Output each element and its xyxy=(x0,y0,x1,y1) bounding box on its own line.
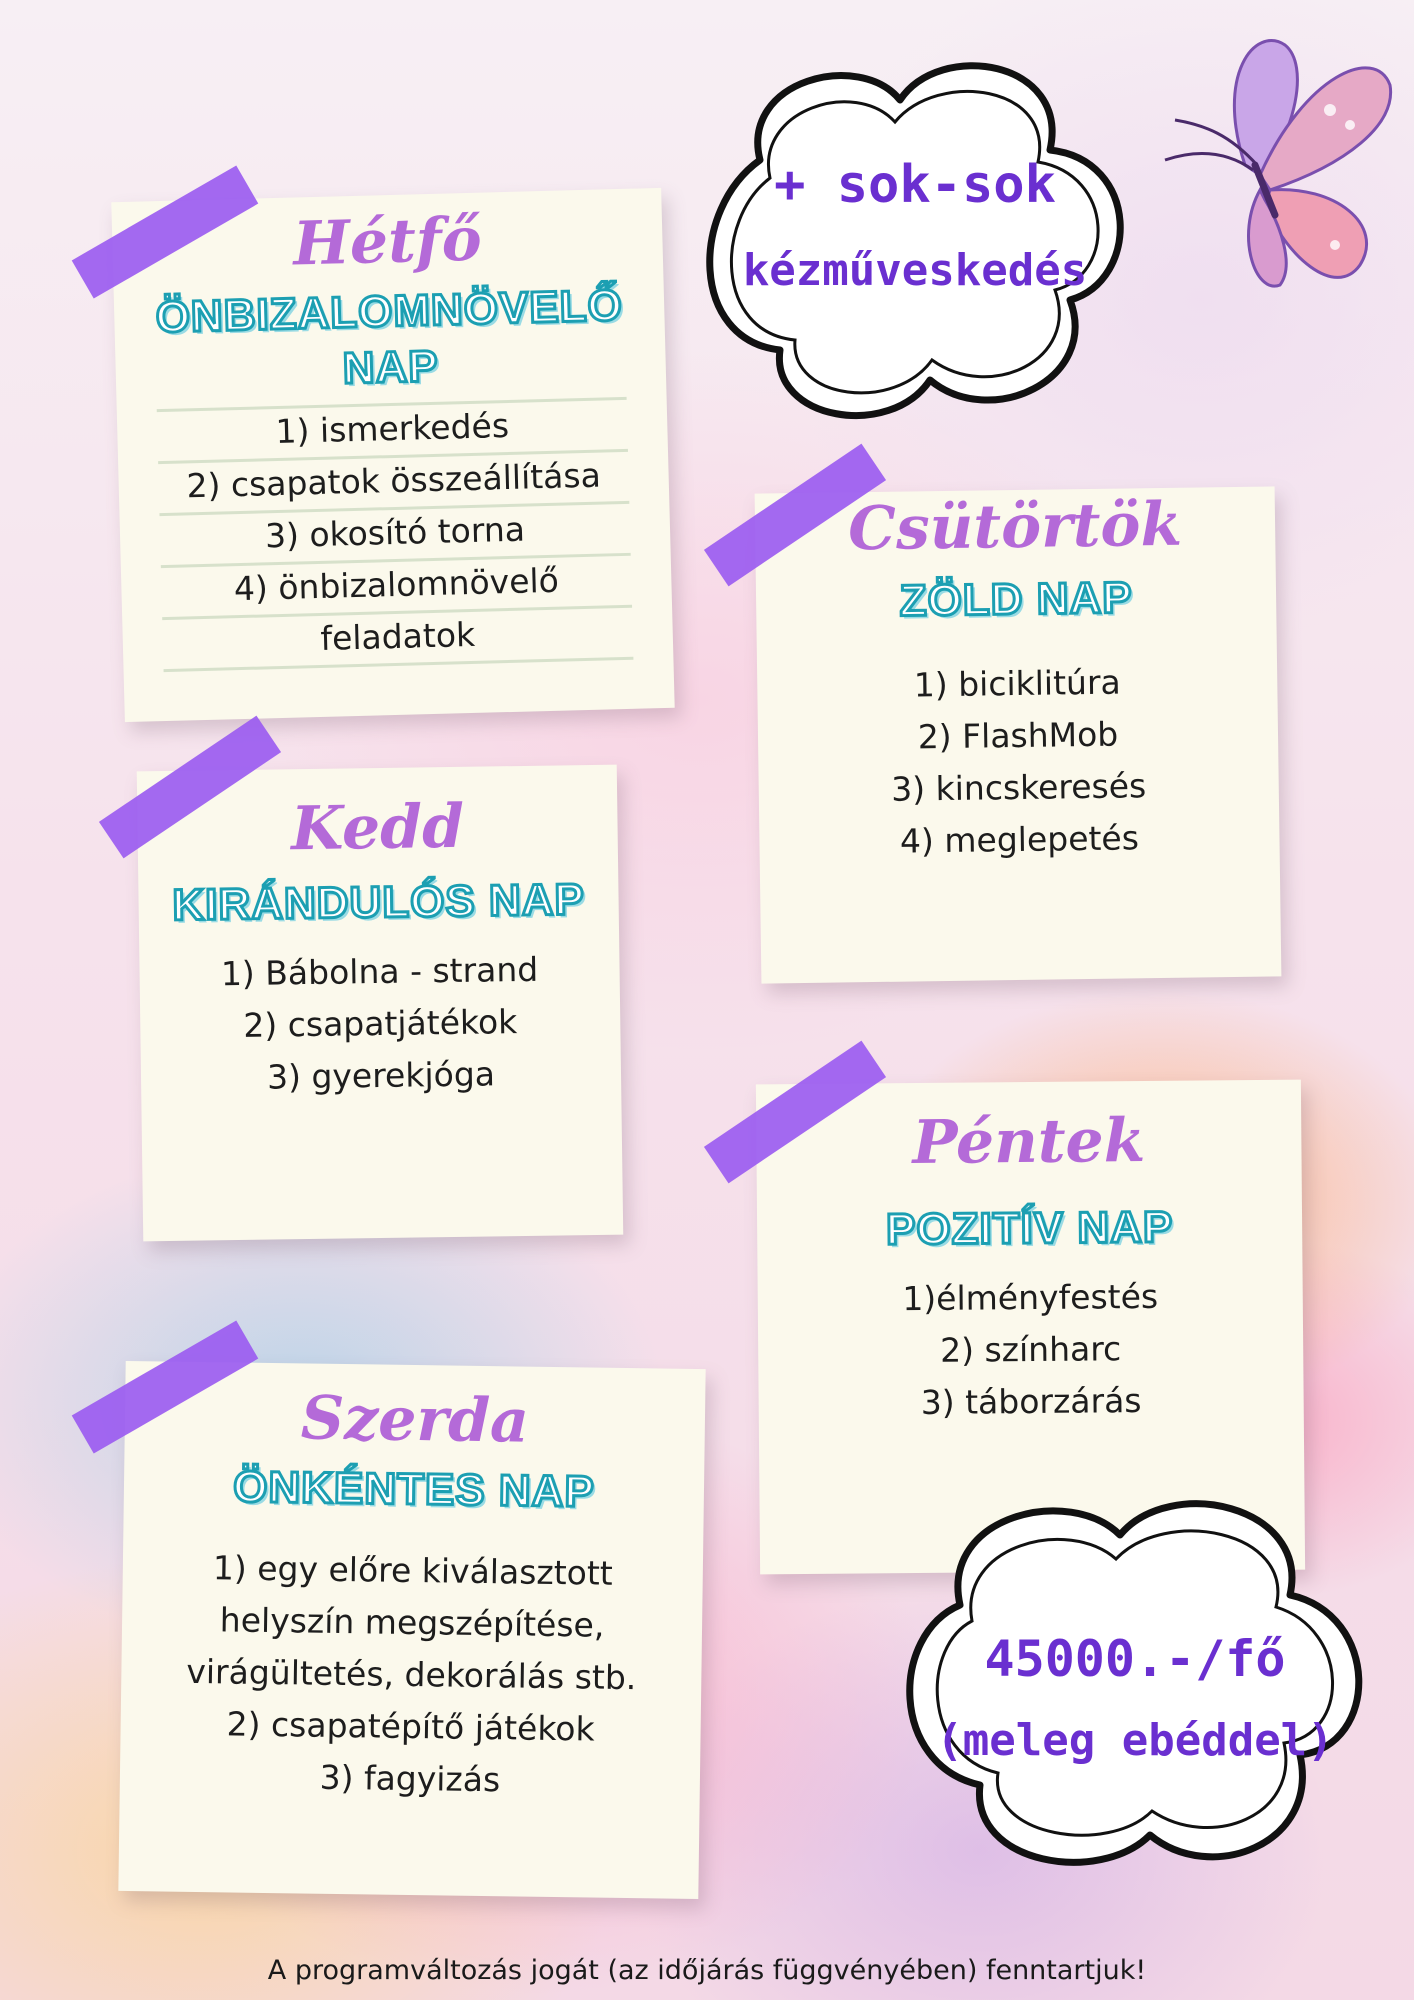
list-item: 2) csapatjátékok xyxy=(243,1002,518,1045)
cloud-top-line2: kézműveskedés xyxy=(742,245,1088,296)
item-list-tuesday xyxy=(139,943,621,1106)
list-item: 3) táborzárás xyxy=(920,1381,1142,1422)
note-tuesday xyxy=(137,765,624,1242)
theme-friday: POZITÍV NAP xyxy=(885,1202,1174,1255)
price-note: (meleg ebéddel) xyxy=(936,1715,1334,1766)
footer-note: A programváltozás jogát (az időjárás függvényében) fenntartjuk! xyxy=(267,1955,1147,1986)
list-item: 3) okosító torna xyxy=(264,509,526,556)
list-item: 3) fagyizás xyxy=(319,1757,501,1800)
list-item: 4) meglepetés xyxy=(899,818,1140,861)
list-item: 2) színharc xyxy=(939,1329,1122,1370)
theme-monday-line1: ÖNBIZALOMNÖVELŐ xyxy=(155,280,624,343)
cloud-shape xyxy=(670,40,1160,440)
list-item: virágültetés, dekorálás stb. xyxy=(186,1651,637,1698)
item-list-monday xyxy=(117,396,674,670)
day-title-friday: Péntek xyxy=(912,1105,1146,1179)
list-item: 2) csapatok összeállítása xyxy=(186,455,602,506)
list-item: 1) egy előre kiválasztott xyxy=(212,1548,614,1593)
price-amount: 45000.-/fő xyxy=(984,1630,1286,1688)
list-item: helyszín megszépítése, xyxy=(219,1600,605,1645)
list-item: 3) kincskeresés xyxy=(890,766,1147,809)
list-item: 3) gyerekjóga xyxy=(266,1054,496,1097)
cloud-top-line1: + sok-sok xyxy=(774,155,1056,215)
list-item: 1) ismerkedés xyxy=(275,405,510,452)
item-list-wednesday xyxy=(120,1541,704,1809)
list-item: feladatok xyxy=(319,614,476,658)
theme-thursday: ZÖLD NAP xyxy=(899,573,1133,626)
list-item: 1) Bábolna - strand xyxy=(220,949,539,994)
list-item: 1)élményfestés xyxy=(902,1276,1159,1319)
day-title-wednesday: Szerda xyxy=(300,1383,530,1457)
day-title-thursday: Csütörtök xyxy=(847,489,1183,565)
list-item: 2) FlashMob xyxy=(917,714,1119,757)
cloud-top xyxy=(670,40,1160,440)
theme-monday-line2: NAP xyxy=(342,341,440,394)
item-list-friday xyxy=(758,1270,1304,1431)
day-title-tuesday: Kedd xyxy=(290,791,465,865)
cloud-price xyxy=(880,1465,1390,1885)
theme-wednesday: ÖNKÉNTES NAP xyxy=(232,1462,596,1517)
item-list-thursday xyxy=(757,654,1280,869)
note-thursday xyxy=(755,486,1282,983)
note-wednesday xyxy=(118,1361,705,1899)
butterfly-icon xyxy=(1135,15,1395,315)
note-monday xyxy=(111,188,674,722)
list-item: 1) biciklitúra xyxy=(913,662,1121,705)
list-item: 4) önbizalomnövelő xyxy=(233,560,560,609)
theme-tuesday: KIRÁNDULÓS NAP xyxy=(172,875,586,930)
day-title-monday: Hétfő xyxy=(292,204,483,280)
list-item: 2) csapatépítő játékok xyxy=(226,1704,595,1749)
